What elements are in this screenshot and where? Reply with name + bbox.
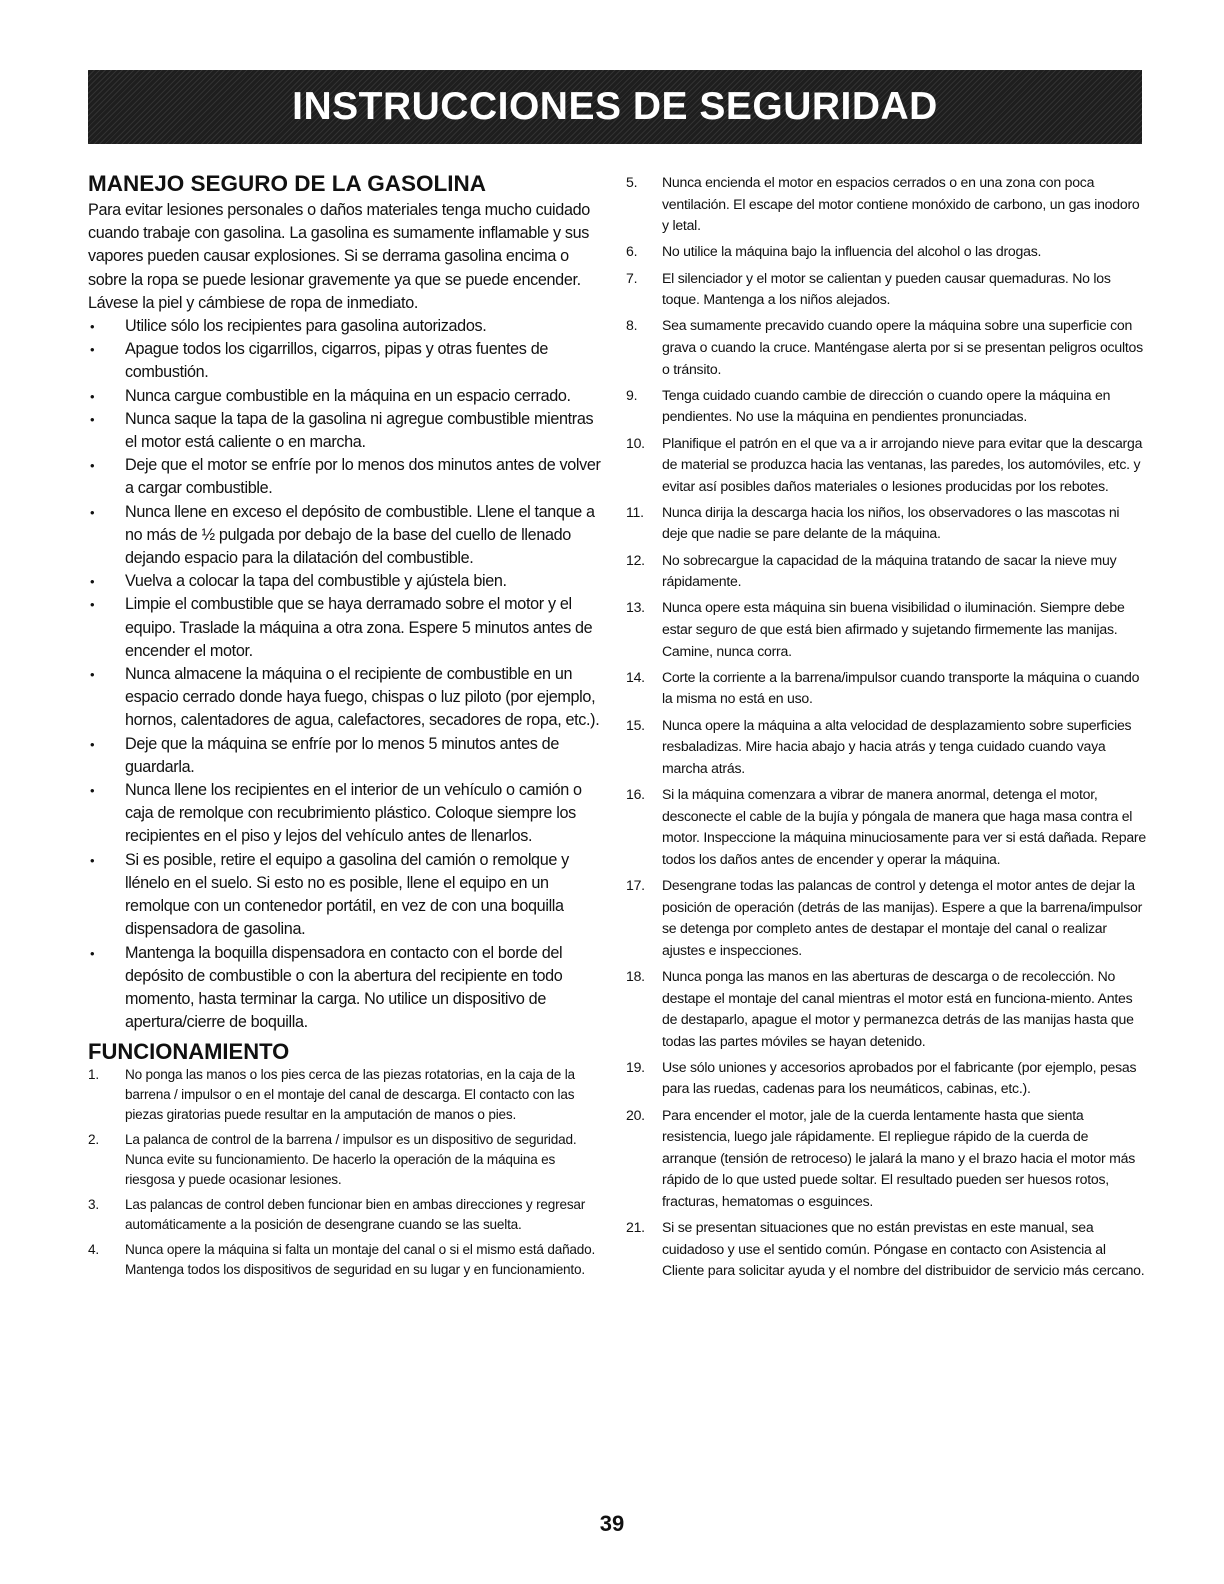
numbered-item <box>626 715 1146 780</box>
bullet-text: Nunca cargue combustible en la máquina en un espacio cerrado. <box>125 386 571 405</box>
item-text: Si se presentan situaciones que no están previstas en este manual, sea cuidadoso y use el sentido común. Póngase en contacto con Asistencia al Cliente para solicitar ayuda y el nombre del distribuidor de servicio más cercano. <box>662 1219 1145 1279</box>
numbered-item <box>626 1217 1146 1282</box>
item-number: 18. <box>626 967 645 984</box>
item-number: 5. <box>626 174 638 190</box>
gasoline-bullet-item <box>88 663 602 733</box>
bullet-marker: • <box>90 574 95 590</box>
numbered-item <box>626 315 1146 380</box>
bullet-marker: • <box>90 783 95 799</box>
numbered-item <box>626 1105 1146 1213</box>
bullet-text: Deje que la máquina se enfríe por lo menos 5 minutos antes de guardarla. <box>125 734 559 776</box>
numbered-item <box>626 433 1146 498</box>
bullet-text: Nunca almacene la máquina o el recipiente de combustible en un espacio cerrado donde haya fuego, chispas o luz piloto (por ejemplo, hornos, calentadores de agua, calefactores, secadores de ropa, etc.). <box>125 665 600 730</box>
numbered-item <box>88 1195 602 1235</box>
bullet-marker: • <box>90 597 95 613</box>
item-text: Desengrane todas las palancas de control y detenga el motor antes de dejar la posición de operación (detrás de las manijas). Espere a que la barrena/impulsor se detenga por completo antes de destapar el montaje del canal o realizar ajustes e inspecciones. <box>662 876 1143 958</box>
bullet-text: Limpie el combustible que se haya derramado sobre el motor y el equipo. Traslade la máquina a otra zona. Espere 5 minutos antes de encender el motor. <box>125 595 593 660</box>
item-text: No ponga las manos o los pies cerca de las piezas rotatorias, en la caja de la barrena / impulsor o en el montaje del canal de descarga. El contacto con las piezas giratorias puede resultar en la amputación de manos o pies. <box>125 1067 575 1123</box>
item-number: 16. <box>626 785 645 802</box>
bullet-marker: • <box>90 667 95 683</box>
item-number: 4. <box>88 1242 99 1258</box>
item-number: 10. <box>626 434 645 451</box>
bullet-text: Deje que el motor se enfríe por lo menos dos minutos antes de volver a cargar combustible. <box>125 456 601 498</box>
numbered-item <box>626 667 1146 710</box>
item-text: No utilice la máquina bajo la influencia del alcohol o las drogas. <box>662 243 1042 260</box>
item-text: Planifique el patrón en el que va a ir arrojando nieve para evitar que la descarga de material se produzca hacia las ventanas, las paredes, los automóviles, etc. y evitar así posibles daños materiales o lesiones producidas por los rebotes. <box>662 434 1143 494</box>
item-text: Nunca ponga las manos en las aberturas de descarga o de recolección. No destape el montaje del canal mientras el motor está en funciona-miento. Antes de destaparlo, apague el motor y permanezca detrás de las manijas hasta que todas las partes móviles se hayan detenido. <box>662 967 1134 1049</box>
numbered-item <box>626 1057 1146 1100</box>
item-text: No sobrecargue la capacidad de la máquina tratando de sacar la nieve muy rápidamente. <box>662 551 1117 590</box>
item-number: 1. <box>88 1067 99 1083</box>
item-number: 20. <box>626 1106 645 1123</box>
bullet-text: Nunca llene los recipientes en el interior de un vehículo o camión o caja de remolque con recubrimiento plástico. Coloque siempre los recipientes en el piso y lejos del vehículo antes de llenarlos. <box>125 781 582 846</box>
item-text: Nunca opere esta máquina sin buena visibilidad o iluminación. Siempre debe estar seguro de que está bien afirmado y sujetando firmemente las manijas. Camine, nunca corra. <box>662 599 1125 659</box>
item-number: 19. <box>626 1058 645 1075</box>
gasoline-bullet-item <box>88 942 602 1035</box>
item-text: Use sólo uniones y accesorios aprobados por el fabricante (por ejemplo, pesas para las ruedas, cadenas para los neumáticos, cabinas, etc.). <box>662 1058 1137 1097</box>
bullet-marker: • <box>90 504 95 520</box>
gasoline-bullet-item <box>88 385 602 408</box>
gasoline-bullet-item <box>88 454 602 500</box>
item-text: Nunca dirija la descarga hacia los niños, los observadores o las mascotas ni deje que nadie se pare delante de la máquina. <box>662 503 1120 542</box>
left-column <box>88 170 602 1285</box>
gasoline-bullet-item <box>88 733 602 779</box>
numbered-item <box>626 385 1146 428</box>
item-number: 3. <box>88 1197 99 1213</box>
numbered-item <box>626 597 1146 662</box>
item-number: 21. <box>626 1219 645 1236</box>
bullet-marker: • <box>90 319 95 335</box>
bullet-text: Nunca saque la tapa de la gasolina ni agregue combustible mientras el motor está caliente o en marcha. <box>125 409 594 452</box>
bullet-text: Mantenga la boquilla dispensadora en contacto con el borde del depósito de combustible o con la abertura del recipiente en todo momento, hasta terminar la carga. No utilice un dispositivo de apertura/cierre de boquilla. <box>125 943 563 1032</box>
operation-list-left <box>88 1065 602 1280</box>
bullet-text: Utilice sólo los recipientes para gasolina autorizados. <box>125 317 487 336</box>
operation-heading: FUNCIONAMIENTO <box>88 1039 290 1065</box>
item-text: Sea sumamente precavido cuando opere la máquina sobre una superficie con grava o cuando la cruce. Manténgase alerta por si se presentan peligros ocultos o tránsito. <box>662 317 1143 377</box>
gasoline-heading: MANEJO SEGURO DE LA GASOLINA <box>88 171 486 196</box>
bullet-text: Vuelva a colocar la tapa del combustible y ajústela bien. <box>125 572 507 591</box>
item-number: 14. <box>626 668 645 685</box>
item-number: 11. <box>626 503 644 520</box>
numbered-item <box>626 172 1146 237</box>
item-text: La palanca de control de la barrena / impulsor es un dispositivo de seguridad. Nunca evite su funcionamiento. De hacerlo la operación de la máquina es riesgosa y puede ocasionar lesiones. <box>125 1132 577 1188</box>
item-text: Corte la corriente a la barrena/impulsor cuando transporte la máquina o cuando la misma no está en uso. <box>662 668 1140 707</box>
numbered-item <box>626 550 1146 593</box>
item-text: Si la máquina comenzara a vibrar de manera anormal, detenga el motor, desconecte el cable de la bujía y póngala de manera que haga masa contra el motor. Inspeccione la máquina minuciosamente para ver si está dañada. Repare todos los daños antes de encender y operar la máquina. <box>662 785 1146 867</box>
bullet-text: Apague todos los cigarrillos, cigarros, pipas y otras fuentes de combustión. <box>125 340 548 382</box>
bullet-marker: • <box>90 852 95 868</box>
item-number: 8. <box>626 317 638 334</box>
bullet-text: Nunca llene en exceso el depósito de combustible. Llene el tanque a no más de ½ pulgada por debajo de la base del cuello de llenado dejando espacio para la dilatación del combustible. <box>125 502 595 568</box>
gasoline-bullet-item <box>88 315 602 338</box>
numbered-item <box>626 268 1146 311</box>
gasoline-bullet-item <box>88 779 602 849</box>
item-text: Nunca opere la máquina a alta velocidad de desplazamiento sobre superficies resbaladizas. Mire hacia abajo y hacia atrás y tenga cuidado cuando vaya marcha atrás. <box>662 716 1132 776</box>
operation-list-right <box>626 172 1146 1282</box>
item-number: 9. <box>626 386 638 403</box>
gasoline-intro: Para evitar lesiones personales o daños materiales tenga mucho cuidado cuando trabaje con gasolina. La gasolina es sumamente inflamable y sus vapores pueden causar explosiones. Si se derrama gasolina encima o sobre la ropa se puede lesionar gravemente ya que se puede encender. Lávese la piel y cámbiese de ropa de inmediato. <box>88 201 590 312</box>
bullet-marker: • <box>90 342 95 358</box>
numbered-item <box>626 241 1146 263</box>
bullet-marker: • <box>90 945 95 961</box>
gasoline-bullet-item <box>88 593 602 663</box>
bullet-marker: • <box>90 411 95 427</box>
numbered-item <box>626 966 1146 1052</box>
numbered-item <box>88 1240 602 1280</box>
item-number: 13. <box>626 599 645 616</box>
item-text: El silenciador y el motor se calientan y pueden causar quemaduras. No los toque. Mantenga a los niños alejados. <box>662 269 1111 308</box>
gasoline-bullet-item <box>88 408 602 454</box>
item-number: 6. <box>626 243 638 260</box>
gasoline-bullet-list <box>88 315 602 1034</box>
right-column <box>626 172 1146 1287</box>
gasoline-bullet-item <box>88 501 602 571</box>
item-number: 17. <box>626 876 645 893</box>
bullet-text: Si es posible, retire el equipo a gasolina del camión o remolque y llénelo en el suelo. Si esto no es posible, llene el equipo en un remolque con un contenedor portátil, en vez de con una boquilla dispensadora de gasolina. <box>125 850 569 939</box>
gasoline-bullet-item <box>88 849 602 942</box>
item-text: Tenga cuidado cuando cambie de dirección o cuando opere la máquina en pendientes. No use la máquina en pendientes pronunciadas. <box>662 386 1111 425</box>
numbered-item <box>626 502 1146 545</box>
numbered-item <box>88 1065 602 1125</box>
item-number: 7. <box>626 269 638 286</box>
item-number: 15. <box>626 716 645 733</box>
item-text: Nunca opere la máquina si falta un montaje del canal o si el mismo está dañado. Mantenga todos los dispositivos de seguridad en su lugar y en funcionamiento. <box>125 1242 596 1278</box>
item-number: 2. <box>88 1132 99 1148</box>
numbered-item <box>626 784 1146 870</box>
item-text: Las palancas de control deben funcionar bien en ambas direcciones y regresar automáticamente a la posición de desengrane cuando se las suelta. <box>125 1197 586 1233</box>
section-banner <box>88 70 1142 144</box>
gasoline-bullet-item <box>88 570 602 593</box>
banner-title: INSTRUCCIONES DE SEGURIDAD <box>292 85 938 128</box>
page-number: 39 <box>599 1511 625 1536</box>
bullet-marker: • <box>90 736 95 752</box>
item-text: Nunca encienda el motor en espacios cerrados o en una zona con poca ventilación. El escape del motor contiene monóxido de carbono, un gas inodoro y letal. <box>662 174 1140 234</box>
gasoline-bullet-item <box>88 338 602 384</box>
bullet-marker: • <box>90 458 95 474</box>
item-number: 12. <box>626 551 645 568</box>
numbered-item <box>626 875 1146 961</box>
numbered-item <box>88 1130 602 1190</box>
bullet-marker: • <box>90 388 95 404</box>
item-text: Para encender el motor, jale de la cuerda lentamente hasta que sienta resistencia, luego jale rápidamente. El repliegue rápido de la cuerda de arranque (tensión de retroceso) le jalará la mano y el brazo hacia el motor más rápido de lo que usted puede soltar. El resultado pueden ser huesos rotos, fracturas, hematomas o esguinces. <box>662 1106 1135 1210</box>
